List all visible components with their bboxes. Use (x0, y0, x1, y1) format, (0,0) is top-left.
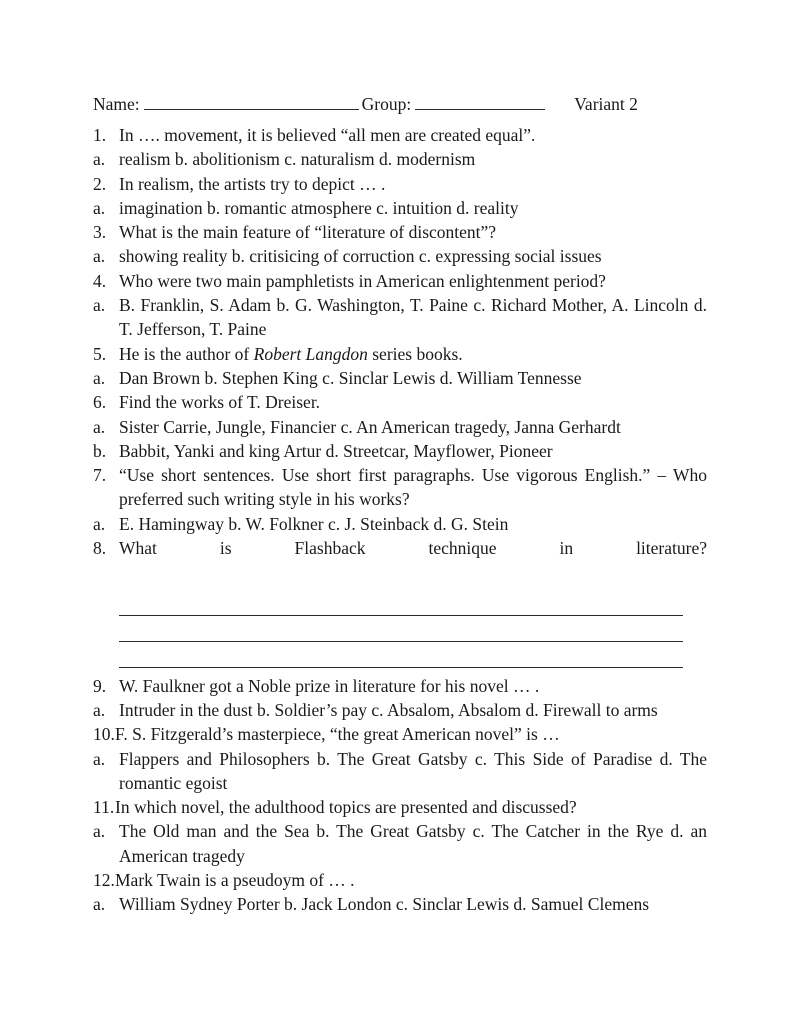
answer-options: Dan Brown b. Stephen King c. Sinclar Lewis d. William Tennesse (119, 367, 582, 388)
question-prompt: Mark Twain is a pseudoym of … . (115, 870, 355, 891)
question-item (93, 123, 707, 147)
question-item (93, 722, 707, 746)
question-list (93, 123, 707, 917)
answer-options: Intruder in the dust b. Soldier’s pay c. Absalom, Absalom d. Firewall to arms (119, 699, 658, 720)
answer-blank-line[interactable] (119, 645, 683, 668)
answer-row[interactable] (93, 747, 707, 796)
answer-options: Flappers and Philosophers b. The Great Gatsby c. This Side of Paradise d. The romantic egoist (119, 748, 707, 793)
question-number: 5. (93, 343, 107, 364)
question-item (93, 463, 707, 512)
answer-options: E. Hamingway b. W. Folkner c. J. Steinback d. G. Stein (119, 513, 509, 534)
answer-row[interactable] (93, 196, 707, 220)
question-prompt: In which novel, the adulthood topics are presented and discussed? (115, 797, 577, 818)
name-label: Name: (93, 94, 140, 114)
answer-marker: b. (93, 440, 107, 461)
name-blank-field[interactable] (144, 94, 359, 110)
question-prompt: Find the works of T. Dreiser. (119, 392, 321, 413)
answer-options: imagination b. romantic atmosphere c. intuition d. reality (119, 197, 519, 218)
answer-row[interactable] (93, 366, 707, 390)
answer-row[interactable] (93, 512, 707, 536)
question-prompt: W. Faulkner got a Noble prize in literature for his novel … . (119, 675, 540, 696)
question-item (93, 536, 707, 585)
question-number: 4. (93, 270, 107, 291)
header-row (93, 92, 707, 116)
answer-options: Sister Carrie, Jungle, Financier c. An American tragedy, Janna Gerhardt (119, 416, 621, 437)
prompt-text-post: series books. (367, 343, 463, 364)
question-item (93, 220, 707, 244)
answer-marker: a. (93, 748, 106, 769)
answer-blank-lines (93, 593, 707, 668)
question-prompt (119, 342, 707, 366)
question-prompt: What is the main feature of “literature of discontent”? (119, 222, 497, 243)
answer-options: showing reality b. critisicing of corruction c. expressing social issues (119, 246, 602, 267)
question-item (93, 868, 707, 892)
question-number: 2. (93, 173, 107, 194)
answer-options: Babbit, Yanki and king Artur d. Streetcar, Mayflower, Pioneer (119, 440, 553, 461)
answer-row[interactable] (93, 698, 707, 722)
answer-marker: a. (93, 367, 106, 388)
answer-options: The Old man and the Sea b. The Great Gatsby c. The Catcher in the Rye d. an American tragedy (119, 821, 707, 866)
question-prompt: In …. movement, it is believed “all men are created equal”. (119, 125, 536, 145)
answer-row[interactable] (93, 892, 707, 916)
answer-row[interactable] (93, 819, 707, 868)
question-item (93, 795, 707, 819)
answer-marker: a. (93, 416, 106, 437)
group-blank-field[interactable] (415, 94, 545, 110)
question-number: 10. (93, 724, 115, 745)
answer-options: B. Franklin, S. Adam b. G. Washington, T. Paine c. Richard Mother, A. Lincoln d. T. Jefferson, T. Paine (119, 295, 707, 340)
answer-blank-line[interactable] (119, 593, 683, 616)
group-label: Group: (361, 94, 412, 114)
answer-marker: a. (93, 894, 106, 915)
question-prompt: Who were two main pamphletists in American enlightenment period? (119, 270, 606, 291)
question-prompt: “Use short sentences. Use short first paragraphs. Use vigorous English.” – Who preferred such writing style in his works? (119, 465, 707, 510)
answer-marker: a. (93, 149, 106, 170)
answer-marker: a. (93, 821, 106, 842)
answer-marker: a. (93, 295, 106, 316)
question-item (93, 269, 707, 293)
question-number: 6. (93, 392, 107, 413)
answer-row[interactable] (93, 147, 707, 171)
answer-marker: a. (93, 246, 106, 267)
question-item (93, 342, 707, 366)
question-item (93, 172, 707, 196)
answer-row[interactable] (93, 439, 707, 463)
prompt-italic-title: Robert Langdon (253, 343, 368, 364)
answer-marker: a. (93, 699, 106, 720)
answer-marker: a. (93, 197, 106, 218)
answer-options: realism b. abolitionism c. naturalism d. modernism (119, 149, 476, 170)
question-number: 11. (93, 797, 115, 818)
question-number: 8. (93, 538, 107, 559)
answer-row[interactable] (93, 293, 707, 342)
question-number: 9. (93, 675, 107, 696)
variant-label: Variant 2 (574, 94, 638, 114)
question-prompt: In realism, the artists try to depict … . (119, 173, 386, 194)
answer-options: William Sydney Porter b. Jack London c. Sinclar Lewis d. Samuel Clemens (119, 894, 650, 915)
question-prompt: What is Flashback technique in literature? (119, 538, 707, 559)
question-prompt: F. S. Fitzgerald’s masterpiece, “the great American novel” is … (115, 724, 560, 745)
question-item (93, 674, 707, 698)
question-number: 1. (93, 125, 107, 145)
prompt-text-pre: He is the author of (119, 343, 254, 364)
answer-blank-line[interactable] (119, 619, 683, 642)
question-number: 7. (93, 465, 107, 486)
question-number: 3. (93, 222, 107, 243)
question-number: 12. (93, 870, 115, 891)
answer-marker: a. (93, 513, 106, 534)
answer-row[interactable] (93, 244, 707, 268)
question-item (93, 390, 707, 414)
answer-row[interactable] (93, 415, 707, 439)
